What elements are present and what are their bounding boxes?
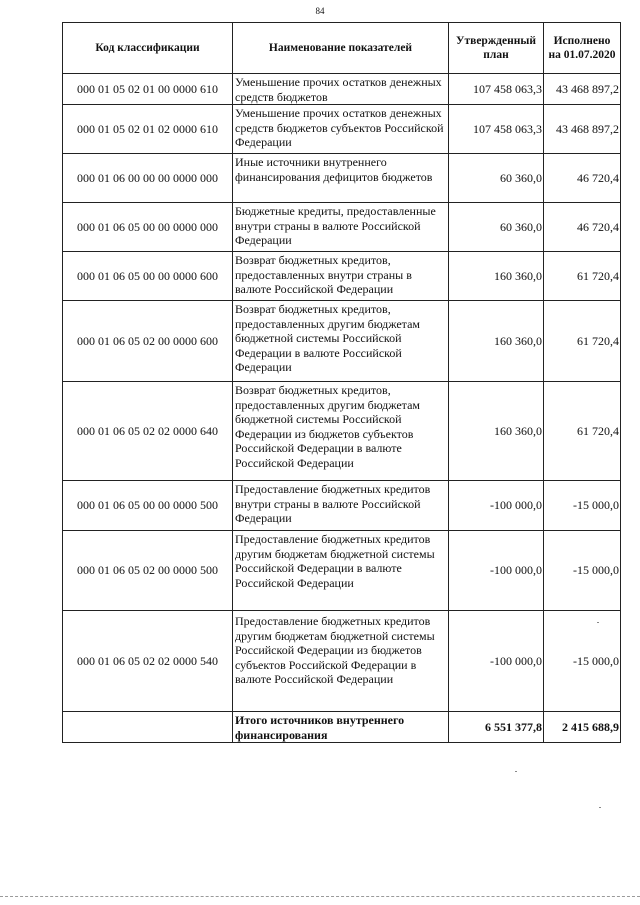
row-plan: 107 458 063,3 xyxy=(449,74,544,105)
row-name: Иные источники внутреннего финансирования дефицитов бюджетов xyxy=(233,154,449,203)
row-code: 000 01 06 05 02 00 0000 600 xyxy=(63,301,233,382)
table-row xyxy=(63,203,621,252)
total-plan: 6 551 377,8 xyxy=(449,712,544,743)
row-plan: 60 360,0 xyxy=(449,203,544,252)
table-row xyxy=(63,301,621,382)
row-plan: -100 000,0 xyxy=(449,611,544,712)
table-row xyxy=(63,481,621,531)
row-plan: 107 458 063,3 xyxy=(449,105,544,154)
scan-speck xyxy=(515,771,517,772)
row-name: Предоставление бюджетных кредитов другим бюджетам бюджетной системы Российской Федерации из бюджетов субъектов Российской Федерации в валюте Российской Федерации xyxy=(233,611,449,712)
row-name: Предоставление бюджетных кредитов внутри страны в валюте Российской Федерации xyxy=(233,481,449,531)
header-code: Код классификации xyxy=(63,23,233,74)
row-name: Предоставление бюджетных кредитов другим бюджетам бюджетной системы Российской Федерации в валюте Российской Федерации xyxy=(233,531,449,611)
row-name: Бюджетные кредиты, предоставленные внутри страны в валюте Российской Федерации xyxy=(233,203,449,252)
table-row xyxy=(63,611,621,712)
table-row xyxy=(63,382,621,481)
row-code: 000 01 05 02 01 02 0000 610 xyxy=(63,105,233,154)
table-row xyxy=(63,531,621,611)
row-code: 000 01 06 05 02 02 0000 640 xyxy=(63,382,233,481)
header-executed: Исполнено на 01.07.2020 xyxy=(544,23,621,74)
table-row xyxy=(63,105,621,154)
table-header-row xyxy=(63,23,621,74)
row-code: 000 01 06 05 02 00 0000 500 xyxy=(63,531,233,611)
header-name: Наименование показателей xyxy=(233,23,449,74)
row-executed: 61 720,4 xyxy=(544,252,621,301)
scan-speck xyxy=(597,622,599,623)
page-number: 84 xyxy=(315,6,325,16)
financing-sources-table xyxy=(62,22,621,743)
row-name: Уменьшение прочих остатков денежных средств бюджетов субъектов Российской Федерации xyxy=(233,105,449,154)
table-row xyxy=(63,74,621,105)
row-executed: -15 000,0 xyxy=(544,481,621,531)
total-executed: 2 415 688,9 xyxy=(544,712,621,743)
row-executed: 61 720,4 xyxy=(544,301,621,382)
row-plan: -100 000,0 xyxy=(449,481,544,531)
row-plan: -100 000,0 xyxy=(449,531,544,611)
row-name: Уменьшение прочих остатков денежных средств бюджетов xyxy=(233,74,449,105)
row-plan: 160 360,0 xyxy=(449,301,544,382)
table-row xyxy=(63,252,621,301)
row-plan: 160 360,0 xyxy=(449,382,544,481)
row-code: 000 01 06 00 00 00 0000 000 xyxy=(63,154,233,203)
row-executed: 43 468 897,2 xyxy=(544,105,621,154)
row-name: Возврат бюджетных кредитов, предоставленных внутри страны в валюте Российской Федерации xyxy=(233,252,449,301)
row-code: 000 01 05 02 01 00 0000 610 xyxy=(63,74,233,105)
row-code: 000 01 06 05 00 00 0000 000 xyxy=(63,203,233,252)
row-plan: 160 360,0 xyxy=(449,252,544,301)
row-code: 000 01 06 05 00 00 0000 600 xyxy=(63,252,233,301)
row-executed: -15 000,0 xyxy=(544,611,621,712)
row-executed: 46 720,4 xyxy=(544,154,621,203)
row-code: 000 01 06 05 02 02 0000 540 xyxy=(63,611,233,712)
row-name: Возврат бюджетных кредитов, предоставленных другим бюджетам бюджетной системы Российской Федерации в валюте Российской Федерации xyxy=(233,301,449,382)
scan-speck xyxy=(599,807,601,808)
table-row xyxy=(63,154,621,203)
row-executed: -15 000,0 xyxy=(544,531,621,611)
row-name: Возврат бюджетных кредитов, предоставленных другим бюджетам бюджетной системы Российской Федерации из бюджетов субъектов Российской Федерации в валюте Российской Федерации xyxy=(233,382,449,481)
row-executed: 43 468 897,2 xyxy=(544,74,621,105)
header-plan: Утвержденный план xyxy=(449,23,544,74)
row-plan: 60 360,0 xyxy=(449,154,544,203)
row-executed: 61 720,4 xyxy=(544,382,621,481)
total-name: Итого источников внутреннего финансирования xyxy=(233,712,449,743)
page-bottom-edge xyxy=(0,896,640,897)
row-code: 000 01 06 05 00 00 0000 500 xyxy=(63,481,233,531)
total-code-cell xyxy=(63,712,233,743)
total-row xyxy=(63,712,621,743)
row-executed: 46 720,4 xyxy=(544,203,621,252)
